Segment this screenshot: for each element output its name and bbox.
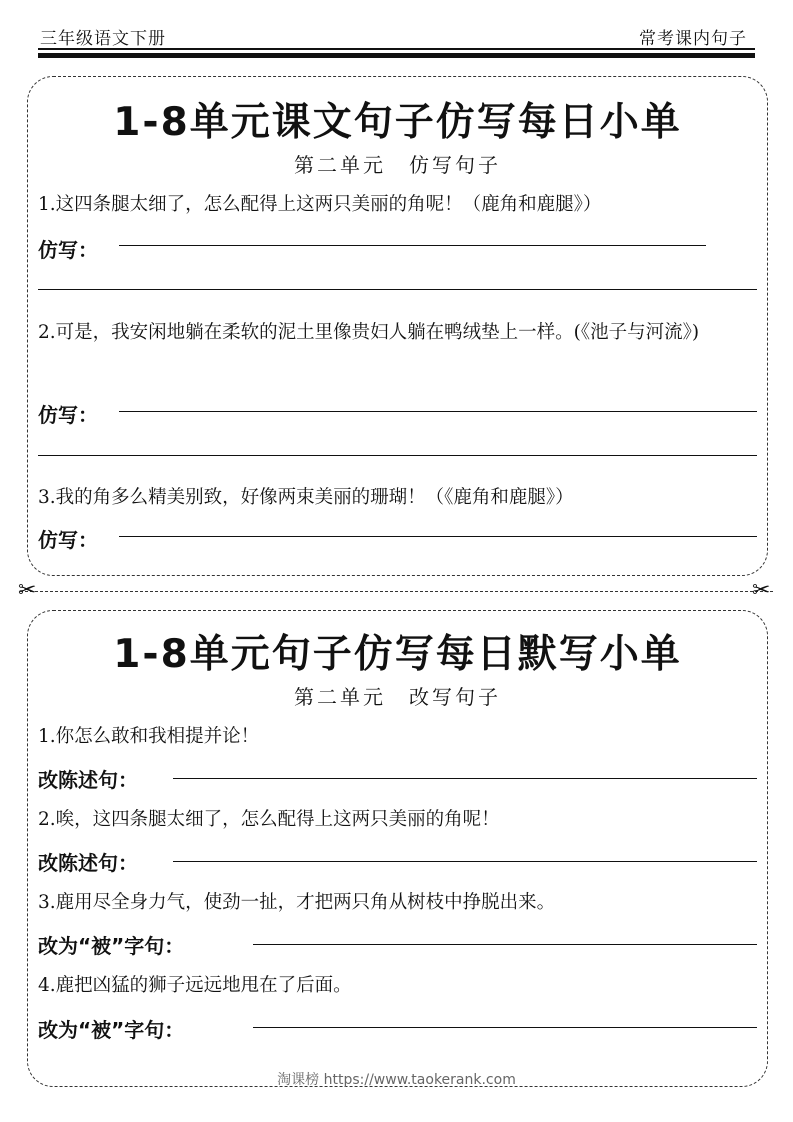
section2-title: 1-8单元句子仿写每日默写小单 [113,632,682,677]
section2-label-1: 改陈述句： [38,768,138,792]
scissors-icon: ✂ [18,578,37,603]
answer-line[interactable] [38,289,757,290]
header-thick-rule [38,53,755,58]
answer-line[interactable] [253,1027,757,1028]
scissors-icon: ✂ [752,578,771,603]
section2-label-3: 改为“被”字句： [38,934,185,958]
section1-label-3: 仿写： [38,528,98,552]
answer-line[interactable] [119,245,706,246]
answer-line[interactable] [253,944,757,945]
answer-line[interactable] [119,411,757,412]
header-thin-rule [38,48,755,50]
answer-line[interactable] [119,536,757,537]
section1-label-1: 仿写： [38,238,98,262]
section1-question-3: 3.我的角多么精美别致，好像两束美丽的珊瑚！（《鹿角和鹿腿》） [38,487,574,508]
rewrite-worksheet-card [27,610,768,1087]
section1-subtitle: 第二单元 仿写句子 [294,153,501,177]
section2-question-4: 4.鹿把凶猛的狮子远远地甩在了后面。 [38,975,352,996]
answer-line[interactable] [173,778,757,779]
section2-subtitle: 第二单元 改写句子 [294,685,501,709]
section1-label-2: 仿写： [38,403,98,427]
page-header [38,18,755,60]
header-topic-label: 常考课内句子 [639,29,747,49]
answer-line[interactable] [173,861,757,862]
section2-label-4: 改为“被”字句： [38,1018,185,1042]
section2-label-2: 改陈述句： [38,851,138,875]
cut-line [20,591,773,592]
section1-question-2: 2.可是，我安闲地躺在柔软的泥土里像贵妇人躺在鸭绒垫上一样。(《池子与河流》) [38,322,700,343]
section1-question-1: 1.这四条腿太细了，怎么配得上这两只美丽的角呢！（鹿角和鹿腿》） [38,194,602,215]
section2-question-3: 3.鹿用尽全身力气，使劲一扯，才把两只角从树枝中挣脱出来。 [38,892,556,913]
answer-line[interactable] [38,455,757,456]
section2-question-2: 2.唉，这四条腿太细了，怎么配得上这两只美丽的角呢！ [38,809,500,830]
header-grade-label: 三年级语文下册 [40,29,166,49]
imitation-worksheet-card [27,76,768,576]
section1-title: 1-8单元课文句子仿写每日小单 [113,100,682,145]
section2-question-1: 1.你怎么敢和我相提并论！ [38,726,260,747]
footer-watermark: 淘课榜 https://www.taokerank.com [277,1072,516,1088]
